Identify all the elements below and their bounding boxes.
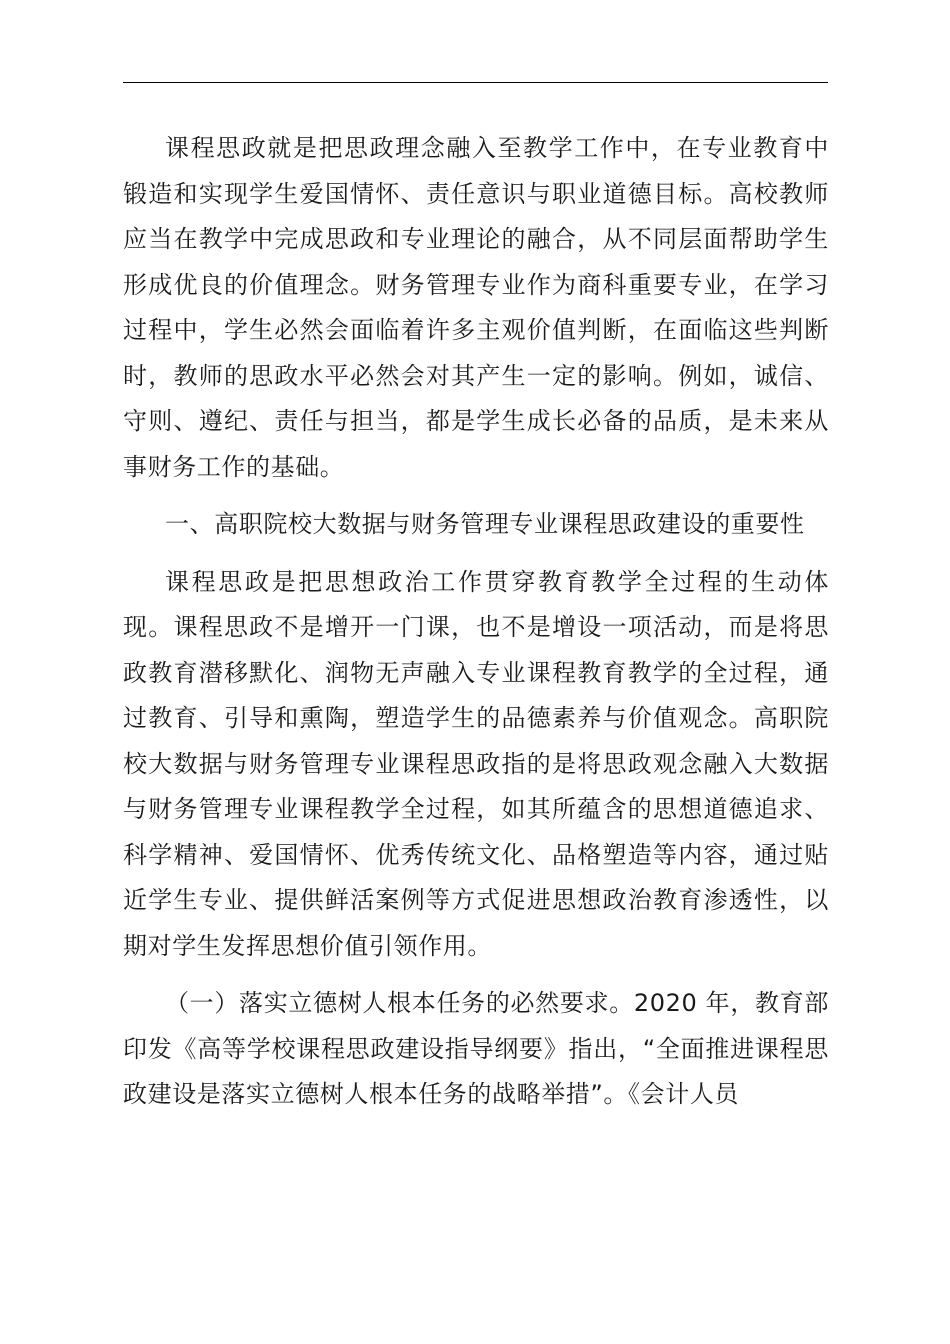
paragraph-subsection-one: （一）落实立德树人根本任务的必然要求。2020 年，教育部印发《高等学校课程思政建设指导纲要》指出，“全面推进课程思政建设是落实立德树人根本任务的战略举措”。《会计人员	[123, 989, 829, 1108]
document-body	[123, 126, 829, 1118]
header-rule	[123, 82, 828, 83]
paragraph-intro: 课程思政就是把思政理念融入至教学工作中，在专业教育中锻造和实现学生爱国情怀、责任意识与职业道德目标。高校教师应当在教学中完成思政和专业理论的融合，从不同层面帮助学生形成优良的价值理念。财务管理专业作为商科重要专业，在学习过程中，学生必然会面临着许多主观价值判断，在面临这些判断时，教师的思政水平必然会对其产生一定的影响。例如，诚信、守则、遵纪、责任与担当，都是学生成长必备的品质，是未来从事财务工作的基础。	[123, 134, 829, 481]
section-heading: 一、高职院校大数据与财务管理专业课程思政建设的重要性	[165, 510, 805, 538]
paragraph-definition: 课程思政是把思想政治工作贯穿教育教学全过程的生动体现。课程思政不是增开一门课，也不是增设一项活动，而是将思政教育潜移默化、润物无声融入专业课程教育教学的全过程，通过教育、引导和熏陶，塑造学生的品德素养与价值观念。高职院校大数据与财务管理专业课程思政指的是将思政观念融入大数据与财务管理专业课程教学全过程，如其所蕴含的思想道德追求、科学精神、爱国情怀、优秀传统文化、品格塑造等内容，通过贴近学生专业、提供鲜活案例等方式促进思想政治教育渗透性，以期对学生发挥思想价值引领作用。	[123, 567, 829, 960]
